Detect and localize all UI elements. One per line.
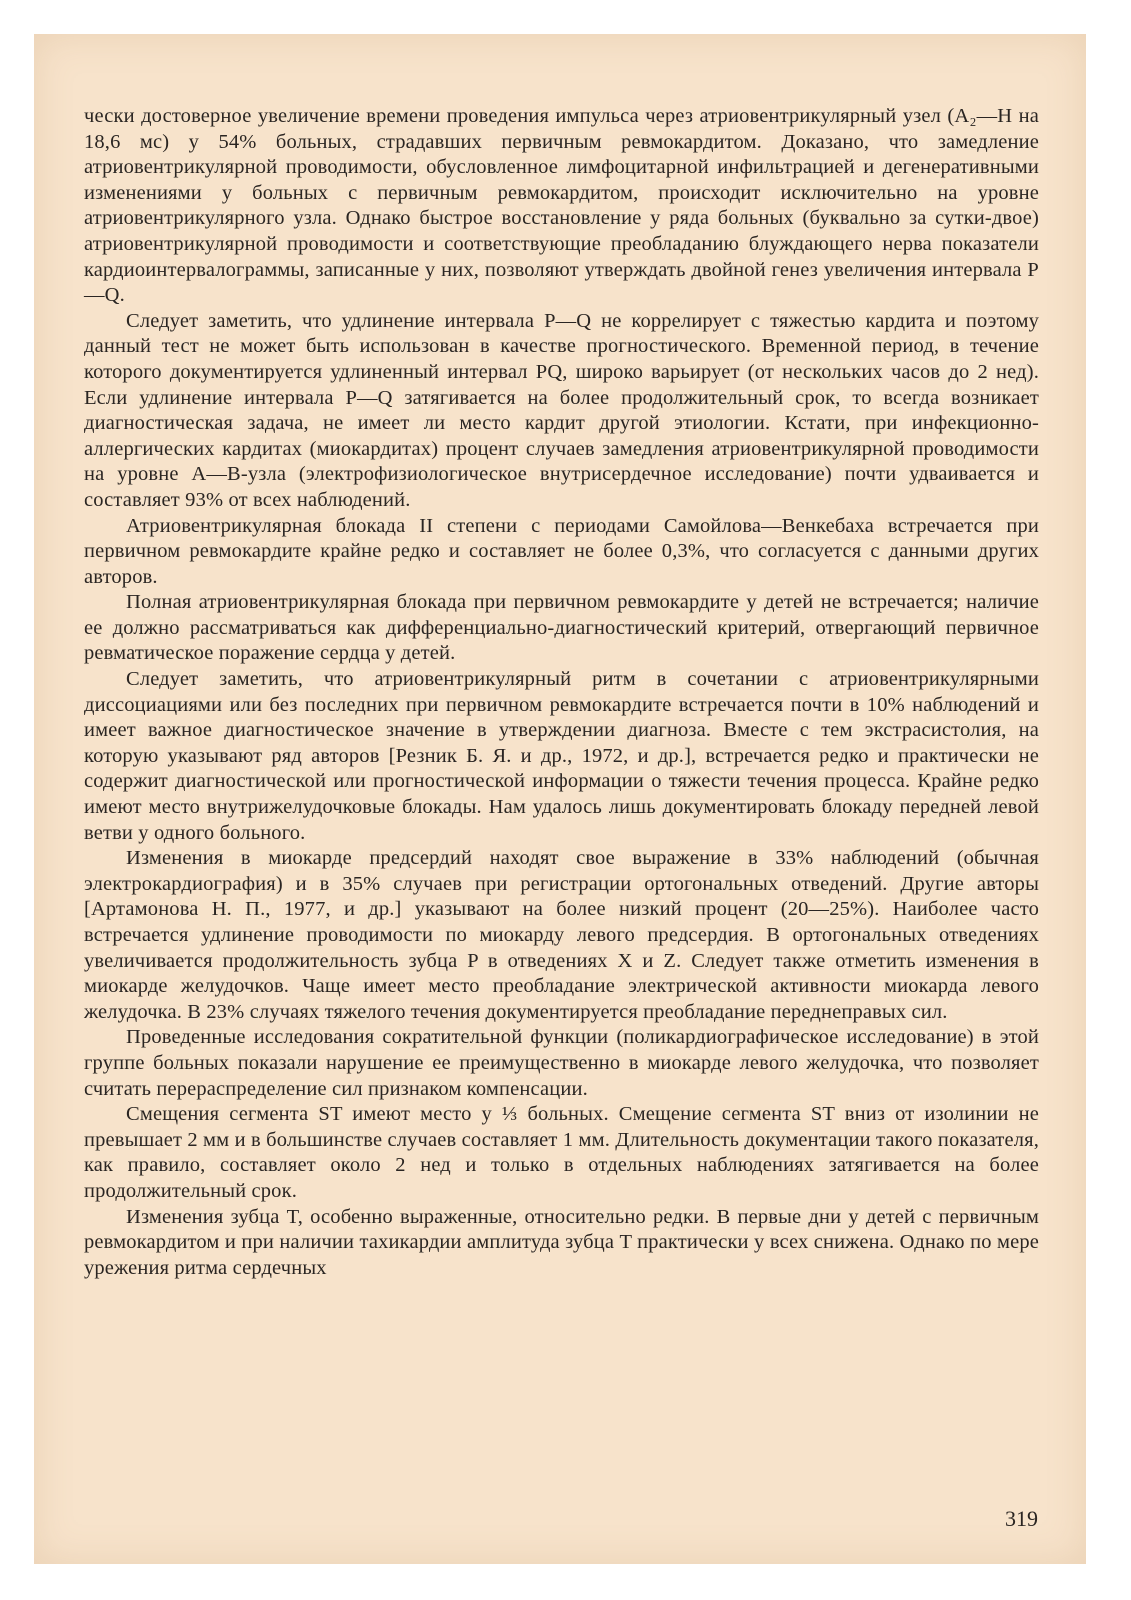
paragraph-2: Следует заметить, что удлинение интервала P—Q не коррелирует с тяжестью кардита и поэтому данный тест не может быть использован в качестве прогностического. Временной период, в течение которого документируется удлиненный интервал PQ, широко варьирует (от нескольких часов до 2 нед). Если удлинение интервала P—Q затягивается на более продолжительный срок, то всегда возникает диагностическая задача, не имеет ли место кардит другой этиологии. Кстати, при инфекционно-аллергических кардитах (миокардитах) процент случаев замедления атриовентрикулярной проводимости на уровне A—B-узла (электрофизиологическое внутрисердечное исследование) почти удваивается и составляет 93% от всех наблюдений. bbox=[84, 309, 1039, 511]
book-page bbox=[34, 34, 1086, 1564]
paragraph-7: Проведенные исследования сократительной функции (поликардиографическое исследование) в этой группе больных показали нарушение ее преимущественно в миокарде левого желудочка, что позволяет считать перераспределение сил признаком компенсации. bbox=[84, 1026, 1039, 1100]
paragraph-1: чески достоверное увеличение времени проведения импульса через атриовентрикулярный узел (A₂—H на 18,6 мс) у 54% больных, страдавших первичным ревмокардитом. Доказано, что замедление атриовентрикулярной проводимости, обусловленное лимфоцитарной инфильтрацией и дегенеративными изменениями у больных с первичным ревмокардитом, происходит исключительно на уровне атриовентрикулярного узла. Однако быстрое восстановление у ряда больных (буквально за сутки-двое) атриовентрикулярной проводимости и соответствующие преобладанию блуждающего нерва показатели кардиоинтервалограммы, записанные у них, позволяют утверждать двойной генез увеличения интервала P—Q. bbox=[84, 105, 1039, 307]
paragraph-6: Изменения в миокарде предсердий находят свое выражение в 33% наблюдений (обычная электрокардиография) и в 35% случаев при регистрации ортогональных отведений. Другие авторы [Артамонова Н. П., 1977, и др.] указывают на более низкий процент (20—25%). Наиболее часто встречается удлинение проводимости по миокарду левого предсердия. В ортогональных отведениях увеличивается продолжительность зубца P в отведениях X и Z. Следует также отметить изменения в миокарде желудочков. Чаще имеет место преобладание электрической активности миокарда левого желудочка. В 23% случаях тяжелого течения документируется преобладание переднеправых сил. bbox=[84, 847, 1039, 1023]
paragraph-3: Атриовентрикулярная блокада II степени с периодами Самойлова—Венкебаха встречается при первичном ревмокардите крайне редко и составляет не более 0,3%, что согласуется с данными других авторов. bbox=[84, 514, 1039, 588]
paragraph-4: Полная атриовентрикулярная блокада при первичном ревмокардите у детей не встречается; наличие ее должно рассматриваться как дифференциально-диагностический критерий, отвергающий первичное ревматическое поражение сердца у детей. bbox=[84, 591, 1039, 665]
paragraph-5: Следует заметить, что атриовентрикулярный ритм в сочетании с атриовентрикулярными диссоциациями или без последних при первичном ревмокардите встречается почти в 10% наблюдений и имеет важное диагностическое значение в утверждении диагноза. Вместе с тем экстрасистолия, на которую указывают ряд авторов [Резник Б. Я. и др., 1972, и др.], встречается редко и практически не содержит диагностической или прогностической информации о тяжести течения процесса. Крайне редко имеют место внутрижелудочковые блокады. Нам удалось лишь документировать блокаду передней левой ветви у одного больного. bbox=[84, 668, 1039, 844]
body-text bbox=[84, 104, 1039, 1281]
paragraph-9: Изменения зубца T, особенно выраженные, относительно редки. В первые дни у детей с первичным ревмокардитом и при наличии тахикардии амплитуда зубца T практически у всех снижена. Однако по мере урежения ритма сердечных bbox=[84, 1205, 1039, 1279]
paragraph-8: Смещения сегмента ST имеют место у ⅓ больных. Смещение сегмента ST вниз от изолинии не превышает 2 мм и в большинстве случаев составляет 1 мм. Длительность документации такого показателя, как правило, составляет около 2 нед и только в отдельных наблюдениях затягивается на более продолжительный срок. bbox=[84, 1103, 1039, 1202]
page-number: 319 bbox=[1005, 1506, 1038, 1531]
